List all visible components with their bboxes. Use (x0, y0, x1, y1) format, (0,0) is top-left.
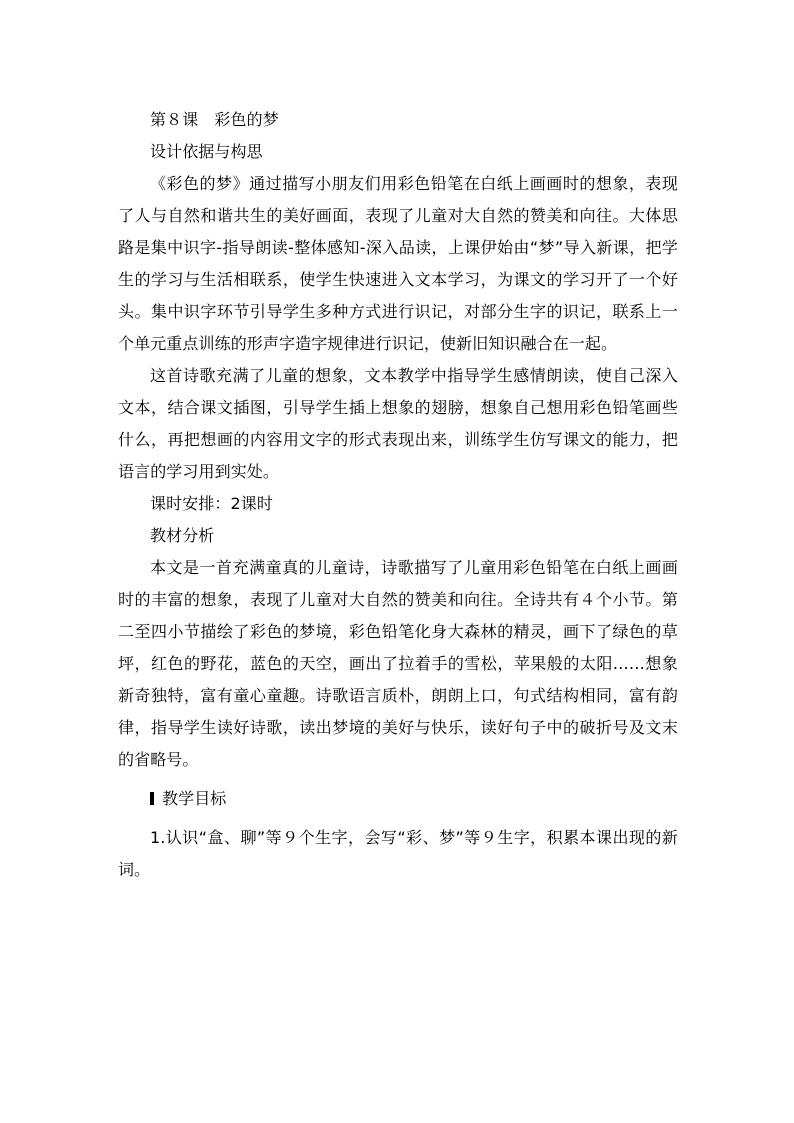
schedule-line: 课时安排：2课时 (150, 494, 273, 513)
goal-item-1: 1.认识“盒、聊”等９个生字，会写“彩、梦”等９生字，积累本课出现的新词。 (118, 828, 678, 879)
material-paragraph-1: 本文是一首充满童真的儿童诗，诗歌描写了儿童用彩色铅笔在白纸上画画时的丰富的想象，表现了儿童对大自然的赞美和向往。全诗共有４个小节。第二至四小节描绘了彩色的梦境，彩色铅笔化身大森林的精灵，画下了绿色的草坪，红色的野花，蓝色的天空，画出了拉着手的雪松，苹果般的太阳……想象新奇独特，富有童心童趣。诗歌语言质朴，朗朗上口，句式结构相同，富有韵律，指导学生读好诗歌，读出梦境的美好与快乐，读好句子中的破折号及文末的省略号。 (118, 558, 678, 769)
section-heading-material: 教材分析 (150, 526, 215, 545)
section-heading-design: 设计依据与构思 (150, 142, 263, 161)
section-heading-goals-text: 教学目标 (162, 789, 227, 808)
design-paragraph-1: 《彩色的梦》通过描写小朋友们用彩色铅笔在白纸上画画时的想象，表现了人与自然和谐共生的美好画面，表现了儿童对大自然的赞美和向往。大体思路是集中识字-指导朗读-整体感知-深入品读，上课伊始由“梦”导入新课，把学生的学习与生活相联系，使学生快速进入文本学习，为课文的学习开了一个好头。集中识字环节引导学生多种方式进行识记，对部分生字的识记，联系上一个单元重点训练的形声字造字规律进行识记，使新旧知识融合在一起。 (118, 174, 678, 353)
section-heading-goals (118, 783, 678, 815)
document-page (118, 104, 678, 886)
bullet-marker-icon (150, 792, 154, 805)
design-paragraph-2: 这首诗歌充满了儿童的想象，文本教学中指导学生感情朗读，使自己深入文本，结合课文插图，引导学生插上想象的翅膀，想象自己想用彩色铅笔画些什么，再把想画的内容用文字的形式表现出来，训练学生仿写课文的能力，把语言的学习用到实处。 (118, 366, 678, 481)
lesson-title: 第８课 彩色的梦 (150, 110, 279, 129)
